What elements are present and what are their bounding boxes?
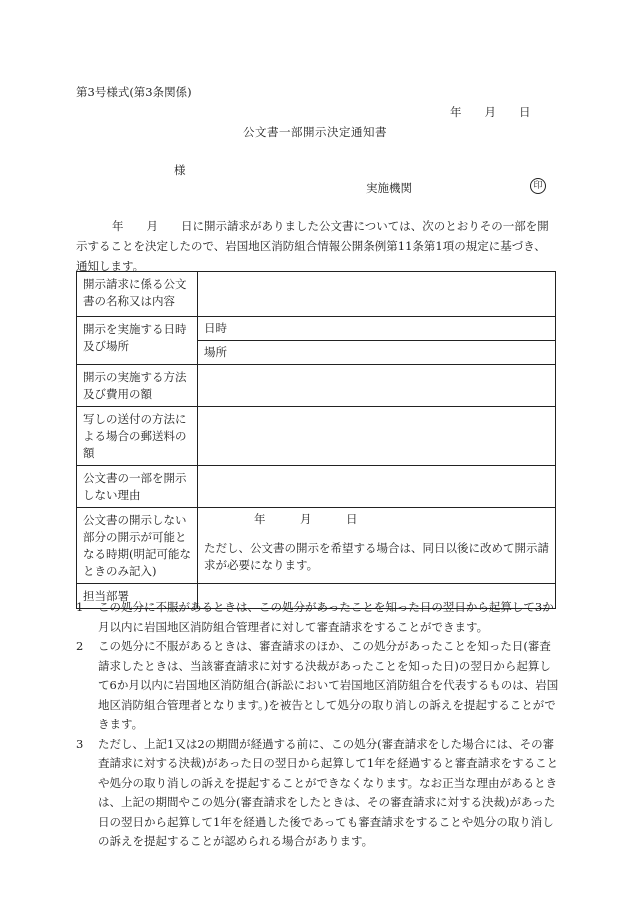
form-number: 第3号様式(第3条関係) — [76, 85, 192, 99]
note-number: 1 — [76, 600, 84, 614]
table-row — [77, 466, 556, 508]
row-label-reason: 公文書の一部を開示しない理由 — [77, 466, 198, 508]
value-method-fee — [198, 365, 556, 407]
list-item — [76, 735, 560, 852]
intro-text: 開示請求がありました公文書については、次のとおりその一部を開示することを決定したので、岩国地区消防組合情報公開条例第11条第1項の規定に基づき、通知します。 — [76, 219, 549, 273]
disclosure-table — [76, 271, 556, 609]
value-datetime: 日時 — [198, 317, 556, 341]
notes-list — [76, 598, 560, 852]
table-row — [77, 407, 556, 466]
page-title: 公文書一部開示決定通知書 — [243, 125, 387, 139]
issue-date: 年 月 日 — [450, 105, 531, 119]
intro-date: 年 月 日に — [112, 219, 204, 233]
row-label-method-fee: 開示の実施する方法及び費用の額 — [77, 365, 198, 407]
value-document — [198, 272, 556, 317]
note-number: 3 — [76, 736, 84, 751]
note-text: この処分に不服があるときは、審査請求のほか、この処分があったことを知った日(審査請求したときは、当該審査請求に対する決裁があったことを知った日)の翌日から起算して6か月以内に岩国地区消防組合(訴訟において岩国地区消防組合を代表するものは、岩国地区消防組合管理者となります。)を被告として処分の取り消しの訴えを提起することができます。 — [98, 639, 559, 731]
value-reason — [198, 466, 556, 508]
intro-paragraph — [76, 216, 556, 276]
agency-label: 実施機関 — [366, 181, 412, 195]
row-label-postage: 写しの送付の方法による場合の郵送料の額 — [77, 407, 198, 466]
note-number: 2 — [76, 639, 84, 653]
future-date: 年 月 日 — [254, 512, 358, 526]
table-row — [77, 508, 556, 584]
future-note: ただし、公文書の開示を希望する場合は、同日以後に改めて開示請求が必要になります。 — [204, 541, 549, 572]
row-label-datetime-place: 開示を実施する日時及び場所 — [77, 317, 198, 365]
row-label-future-disclosure: 公文書の開示しない部分の開示が可能となる時期(明記可能なときのみ記入) — [77, 508, 198, 584]
value-future-disclosure — [198, 508, 556, 584]
list-item — [76, 637, 560, 735]
note-text: ただし、上記1又は2の期間が経過する前に、この処分(審査請求をした場合には、その審査請求に対する決裁)があった日の翌日から起算して1年を経過すると審査請求をすることや処分の取り消しの訴えを提起することができなくなります。なお正当な理由があるときは、上記の期間やこの処分(審査請求をしたときは、その審査請求に対する決裁)があった日の翌日から起算して1年を経過した後であっても審査請求をすることや処分の取り消しの訴えを提起することが認められる場合があります。 — [98, 736, 559, 848]
value-place: 場所 — [198, 341, 556, 365]
seal-mark: 印 — [530, 178, 546, 194]
addressee-suffix: 様 — [174, 163, 186, 177]
note-text: この処分に不服があるときは、この処分があったことを知った日の翌日から起算して3か月以内に岩国地区消防組合管理者に対して審査請求をすることができます。 — [98, 600, 554, 634]
row-label-document: 開示請求に係る公文書の名称又は内容 — [77, 272, 198, 317]
table-row — [77, 272, 556, 317]
table-row — [77, 317, 556, 341]
value-postage — [198, 407, 556, 466]
row-label-department: 担当部署 — [77, 584, 198, 609]
list-item — [76, 598, 560, 637]
table-row — [77, 365, 556, 407]
